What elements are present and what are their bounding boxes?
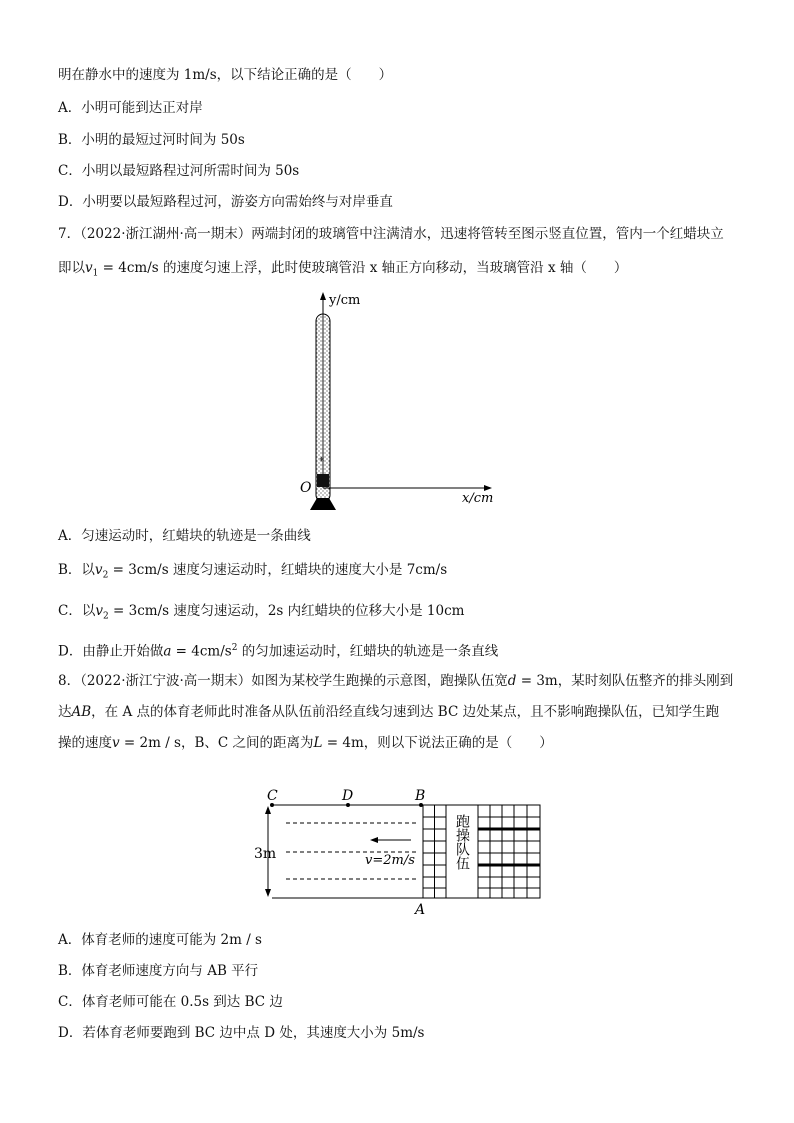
q8-front-grid [423, 805, 446, 898]
q7-wax-block [317, 474, 329, 487]
q7-option-d[interactable]: D．由静止开始做$a = 4cm/s^2$ 的匀加速运动时，红蜡块的轨迹是一条直线 [58, 643, 499, 660]
q8-option-b[interactable]: B．体育老师速度方向与 AB 平行 [58, 963, 259, 979]
q8-width-label: 3m [254, 846, 277, 862]
q7-y-label: y/cm [329, 293, 361, 308]
q7-option-a[interactable]: A．匀速运动时，红蜡块的轨迹是一条曲线 [58, 528, 311, 544]
q8-option-d[interactable]: D．若体育老师要跑到 BC 边中点 D 处，其速度大小为 5m/s [58, 1025, 425, 1041]
q6-option-b[interactable]: B．小明的最短过河时间为 50s [58, 132, 245, 148]
q8-option-c[interactable]: C．体育老师可能在 0.5s 到达 BC 边 [58, 994, 283, 1010]
q8-dim-arrow-up-icon [265, 806, 271, 814]
q8-option-a[interactable]: A．体育老师的速度可能为 2m / s [58, 932, 262, 948]
q6-option-d[interactable]: D．小明要以最短路程过河，游姿方向需始终与对岸垂直 [58, 194, 393, 210]
q8-back-grid-thick [478, 829, 540, 865]
q7-stem-line2: 即以$v_1 = 4cm/s$ 的速度匀速上浮，此时使玻璃管沿 x 轴正方向移动，当玻璃管沿 x 轴（ ） [58, 260, 628, 279]
q8-label-b: B [415, 788, 426, 804]
q6-option-a[interactable]: A．小明可能到达正对岸 [58, 100, 203, 116]
q8-label-d: D [342, 788, 354, 804]
q8-back-grid [478, 805, 540, 898]
q7-option-c[interactable]: C．以$v_2 = 3cm/s$ 速度匀速运动，2s 内红蜡块的位移大小是 10cm [58, 603, 465, 622]
q7-tube-base [310, 498, 336, 510]
q6-option-c[interactable]: C．小明以最短路程过河所需时间为 50s [58, 163, 300, 179]
q8-stem-line1: 8．（2022·浙江宁波·高一期末）如图为某校学生跑操的示意图，跑操队伍宽d = 3m，某时刻队伍整齐的排头刚到 [58, 673, 734, 689]
q6-stem-end: 明在静水中的速度为 1m/s，以下结论正确的是（ ） [58, 67, 393, 83]
q7-glass-tube [316, 314, 330, 502]
q8-stem-line3: 操的速度v = 2m / s，B、C 之间的距离为L = 4m，则以下说法正确的是（ ） [58, 735, 553, 751]
q8-velocity-arrow-head-icon [370, 837, 378, 843]
q8-label-c: C [267, 788, 278, 804]
q8-dim-arrow-down-icon [265, 889, 271, 897]
q7-wax-mark-icon: * [319, 457, 324, 467]
q7-origin-label: O [300, 480, 312, 496]
q8-speed-label: v=2m/s [365, 853, 415, 868]
q7-option-b[interactable]: B．以$v_2 = 3cm/s$ 速度匀速运动时，红蜡块的速度大小是 7cm/s [58, 562, 448, 581]
q7-x-label: x/cm [462, 491, 494, 506]
q8-team-label: 跑操队伍 [454, 814, 470, 870]
q7-stem-line1: 7．（2022·浙江湖州·高一期末）两端封闭的玻璃管中注满清水，迅速将管转至图示竖直位置，管内一个红蜡块立 [58, 226, 724, 242]
q8-label-a: A [415, 902, 426, 918]
q8-figure [248, 786, 548, 922]
q7-y-arrow-icon [320, 292, 326, 300]
q8-stem-line2: 达AB，在 A 点的体育老师此时准备从队伍前沿经直线匀速到达 BC 边处某点，且不影响跑操队伍，已知学生跑 [58, 704, 720, 720]
q7-figure [280, 288, 510, 518]
